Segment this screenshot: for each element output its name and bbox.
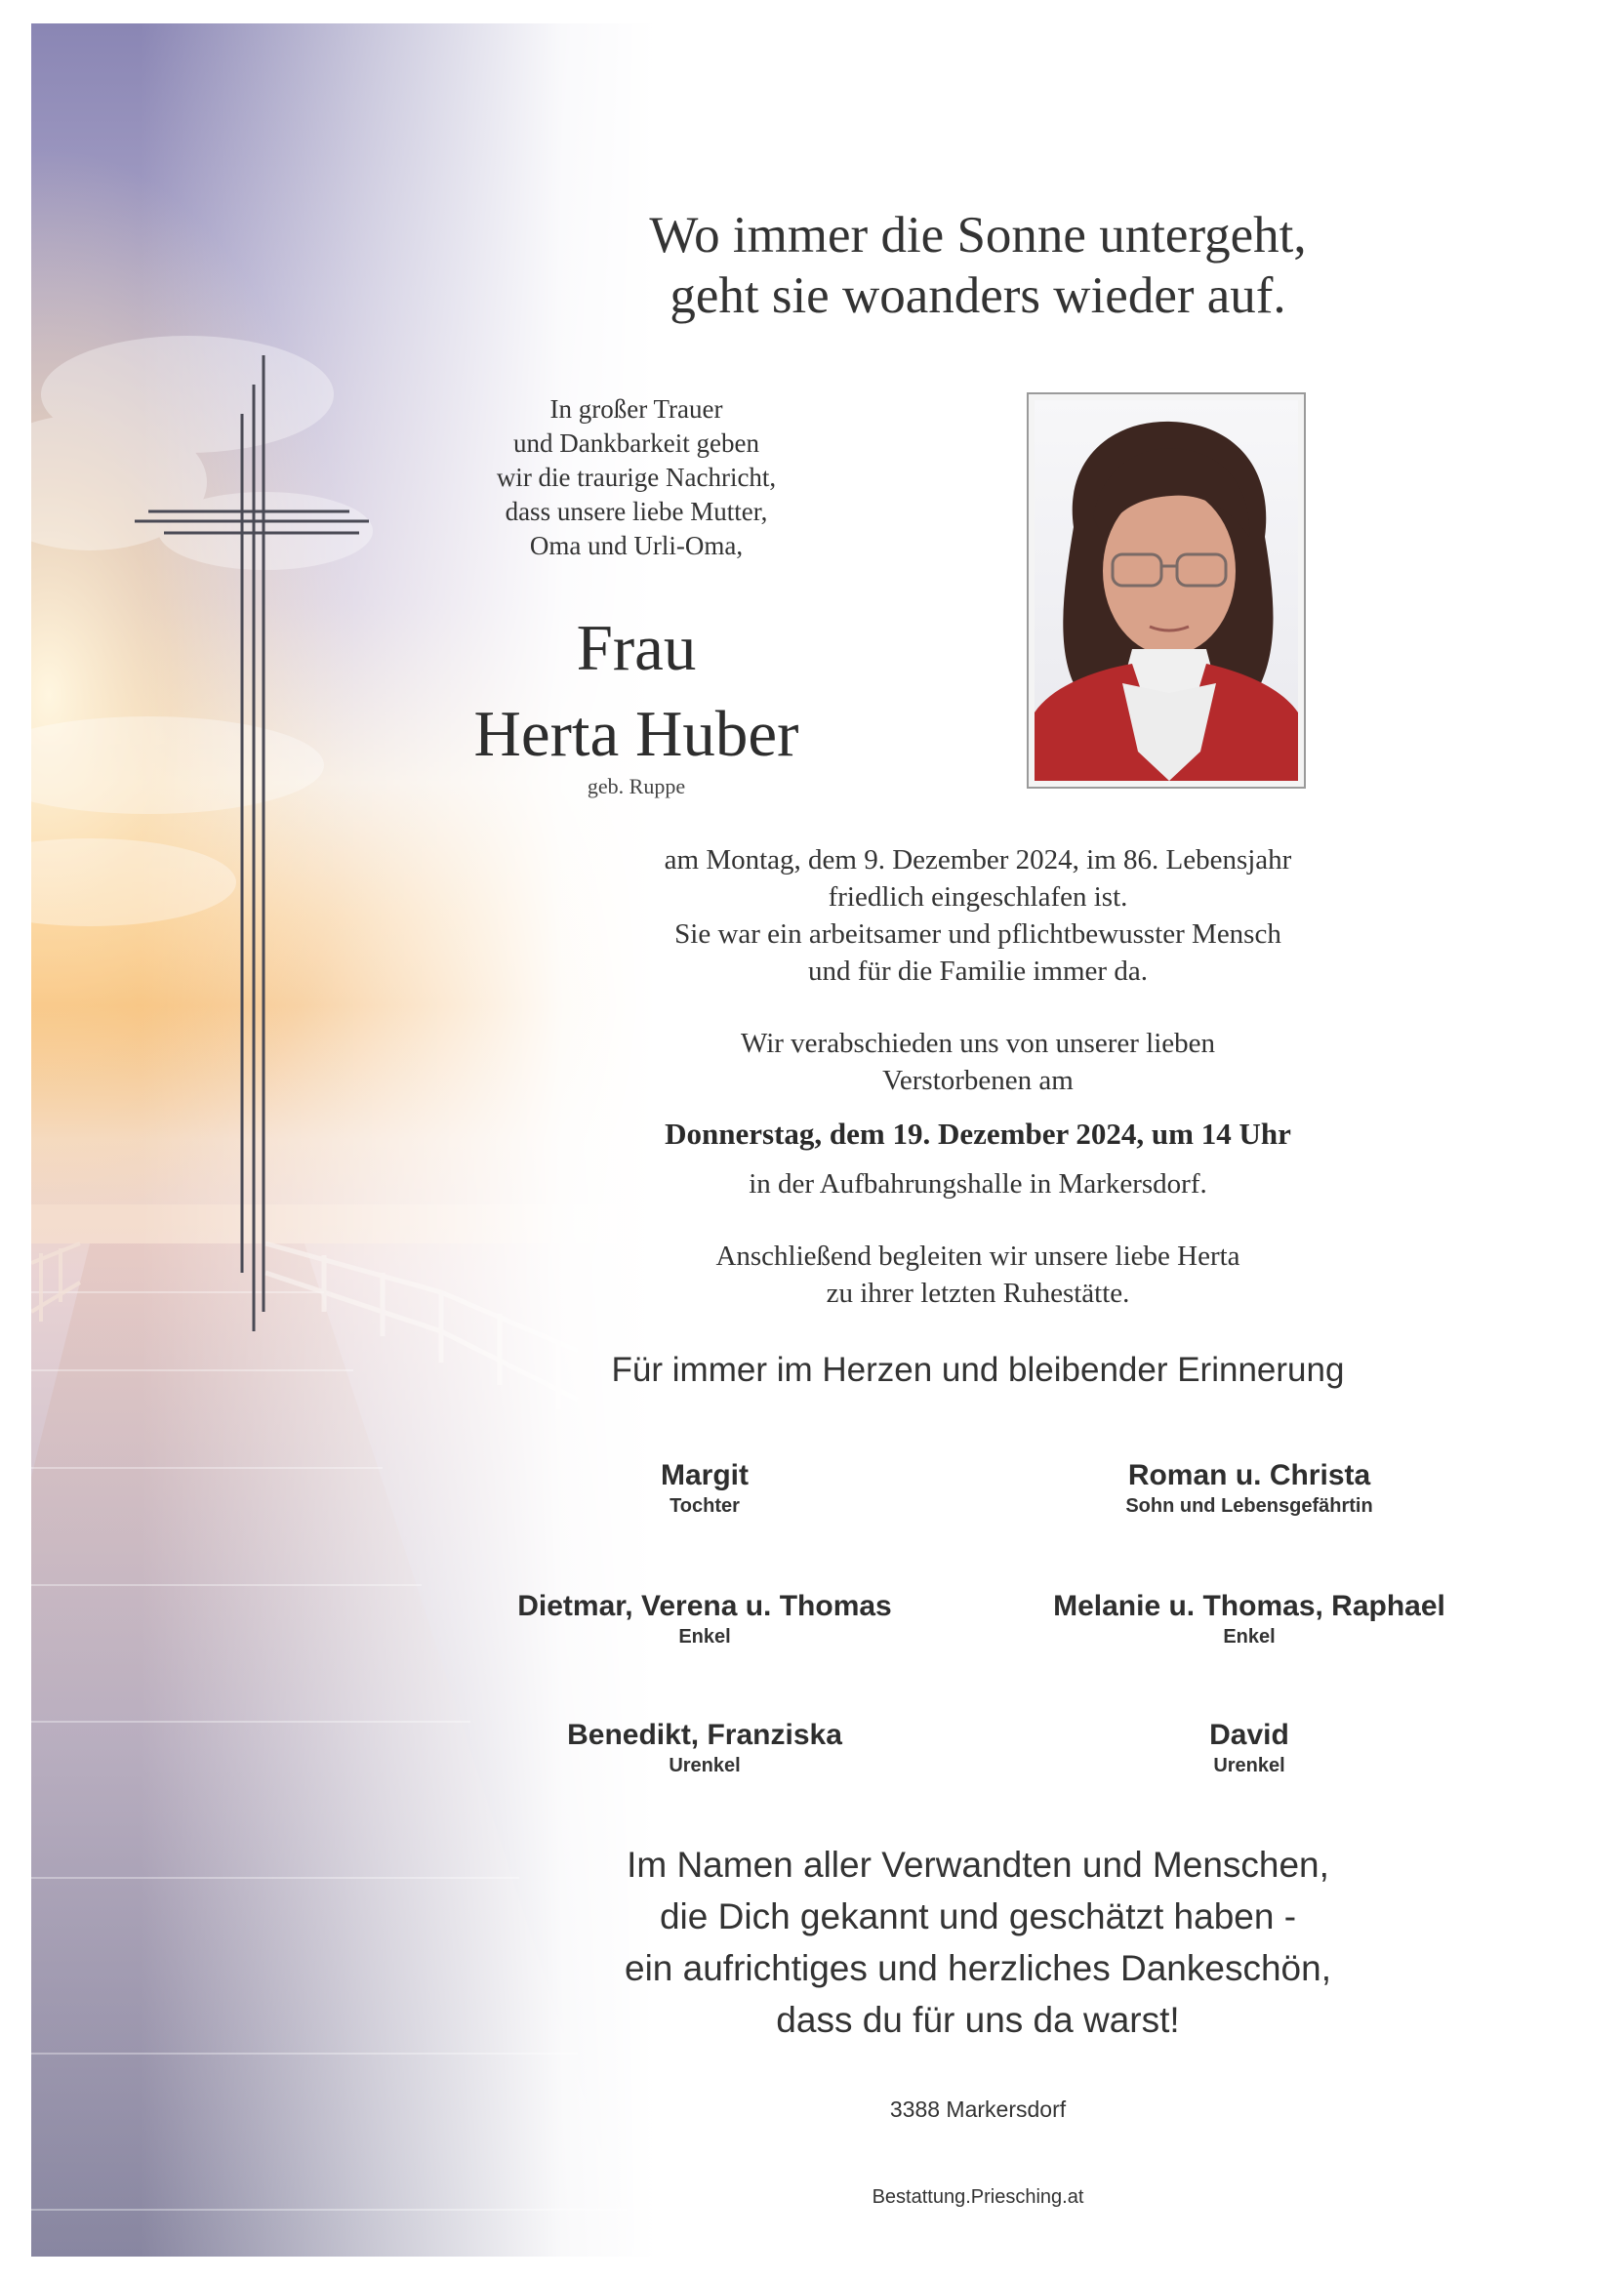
obituary-card	[31, 23, 1593, 2257]
mourner-name: Melanie u. Thomas, Raphael	[1053, 1590, 1445, 1622]
deceased-name: Herta Huber	[473, 698, 799, 770]
mourner-entry	[1025, 1458, 1474, 1519]
thanks-line: ein aufrichtiges und herzliches Dankeschön,	[625, 1948, 1331, 1988]
cross-icon	[125, 355, 379, 1351]
motto-line-1: Wo immer die Sonne untergeht,	[649, 207, 1307, 264]
mourner-name: Benedikt, Franziska	[567, 1719, 842, 1751]
portrait-photo	[1035, 400, 1298, 781]
portrait-photo-frame	[1027, 392, 1306, 789]
mourner-entry	[480, 1458, 929, 1519]
farewell-text	[539, 1025, 1417, 1099]
intro-line: und Dankbarkeit geben	[513, 428, 759, 458]
mourner-relation: Urenkel	[1213, 1755, 1285, 1776]
mourner-entry	[1025, 1718, 1474, 1778]
mourner-relation: Enkel	[1223, 1626, 1276, 1648]
intro-line: dass unsere liebe Mutter,	[505, 497, 768, 526]
mourner-name: Dietmar, Verena u. Thomas	[517, 1590, 892, 1622]
thanks-line: die Dich gekannt und geschätzt haben -	[659, 1896, 1297, 1936]
intro-line: Oma und Urli-Oma,	[529, 531, 744, 560]
address: 3388 Markersdorf	[889, 2097, 1067, 2122]
mourner-name: Margit	[661, 1459, 749, 1491]
death-notice-line: Sie war ein arbeitsamer und pflichtbewusster Mensch	[674, 918, 1281, 950]
mourner-name: David	[1209, 1719, 1289, 1751]
deceased-birth-name: geb. Ruppe	[587, 774, 686, 798]
motto-line-2: geht sie woanders wieder auf.	[670, 267, 1286, 324]
death-notice-text	[539, 841, 1417, 990]
mourner-entry	[1025, 1589, 1474, 1649]
mourner-entry	[480, 1718, 929, 1778]
thanks-line: dass du für uns da warst!	[776, 2000, 1180, 2040]
farewell-line: Verstorbenen am	[882, 1065, 1074, 1096]
funeral-home-website: Bestattung.Priesching.at	[872, 2186, 1084, 2208]
intro-text	[441, 392, 832, 563]
mourner-name: Roman u. Christa	[1127, 1459, 1371, 1491]
mourner-relation: Urenkel	[669, 1755, 741, 1776]
mourner-relation: Enkel	[678, 1626, 731, 1648]
intro-line: In großer Trauer	[549, 394, 723, 424]
intro-line: wir die traurige Nachricht,	[496, 463, 777, 492]
burial-line: Anschließend begleiten wir unsere liebe Herta	[715, 1241, 1240, 1272]
death-notice-line: und für die Familie immer da.	[808, 956, 1148, 987]
deceased-salutation: Frau	[576, 612, 697, 684]
mourner-relation: Sohn und Lebensgefährtin	[1125, 1495, 1373, 1517]
motto-quote	[539, 205, 1417, 326]
remembrance-heading: Für immer im Herzen und bleibender Erinnerung	[611, 1351, 1345, 1389]
thanks-line: Im Namen aller Verwandten und Menschen,	[627, 1845, 1329, 1885]
mourner-entry	[480, 1589, 929, 1649]
service-date: Donnerstag, dem 19. Dezember 2024, um 14 Uhr	[665, 1117, 1291, 1151]
service-place: in der Aufbahrungshalle in Markersdorf.	[749, 1168, 1207, 1200]
mourner-relation: Tochter	[670, 1495, 740, 1517]
death-notice-line: am Montag, dem 9. Dezember 2024, im 86. Lebensjahr	[664, 844, 1292, 875]
thanks-text	[441, 1839, 1515, 2046]
farewell-line: Wir verabschieden uns von unserer lieben	[740, 1028, 1216, 1059]
burial-line: zu ihrer letzten Ruhestätte.	[826, 1278, 1130, 1309]
burial-text	[539, 1238, 1417, 1312]
death-notice-line: friedlich eingeschlafen ist.	[828, 881, 1128, 913]
